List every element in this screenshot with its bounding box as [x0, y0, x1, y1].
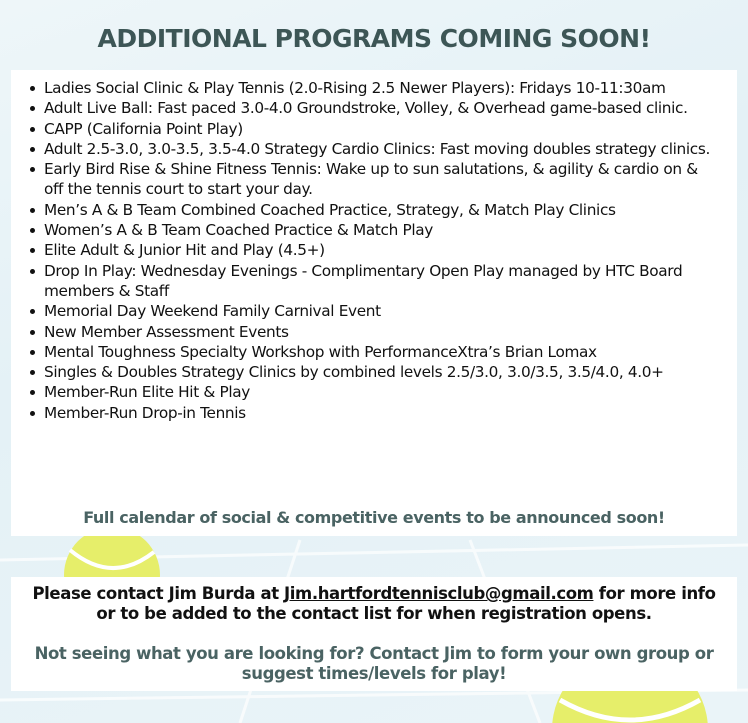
contact-suffix: for more info or to be added to the contact list for when registration opens. [96, 584, 716, 623]
programs-card [11, 70, 737, 536]
list-item: Adult Live Ball: Fast paced 3.0-4.0 Groundstroke, Volley, & Overhead game-based clinic. [44, 98, 721, 118]
contact-email-link[interactable]: Jim.hartfordtennisclub@gmail.com [284, 584, 594, 603]
list-item: CAPP (California Point Play) [44, 119, 721, 139]
contact-prefix: Please contact Jim Burda at [32, 584, 285, 603]
list-item: Singles & Doubles Strategy Clinics by combined levels 2.5/3.0, 3.0/3.5, 3.5/4.0, 4.0+ [44, 362, 721, 382]
contact-card [11, 577, 737, 691]
list-item: Men’s A & B Team Combined Coached Practice, Strategy, & Match Play Clinics [44, 200, 721, 220]
list-item: Adult 2.5-3.0, 3.0-3.5, 3.5-4.0 Strategy Cardio Clinics: Fast moving doubles strategy clinics. [44, 139, 721, 159]
program-list [11, 70, 737, 423]
list-item: Mental Toughness Specialty Workshop with PerformanceXtra’s Brian Lomax [44, 342, 721, 362]
calendar-note: Full calendar of social & competitive events to be announced soon! [83, 508, 665, 527]
list-item: Elite Adult & Junior Hit and Play (4.5+) [44, 240, 721, 260]
list-item: Early Bird Rise & Shine Fitness Tennis: Wake up to sun salutations, & agility & cardio on & off the tennis court to start your day. [44, 159, 721, 200]
list-item: Member-Run Elite Hit & Play [44, 382, 721, 402]
list-item: Drop In Play: Wednesday Evenings - Complimentary Open Play managed by HTC Board members & Staff [44, 261, 721, 302]
contact-text [11, 577, 737, 624]
page-title: ADDITIONAL PROGRAMS COMING SOON! [97, 24, 651, 53]
list-item: Ladies Social Clinic & Play Tennis (2.0-Rising 2.5 Newer Players): Fridays 10-11:30am [44, 78, 721, 98]
list-item: Member-Run Drop-in Tennis [44, 403, 721, 423]
list-item: New Member Assessment Events [44, 322, 721, 342]
list-item: Women’s A & B Team Coached Practice & Match Play [44, 220, 721, 240]
list-item: Memorial Day Weekend Family Carnival Event [44, 301, 721, 321]
suggest-text: Not seeing what you are looking for? Contact Jim to form your own group or suggest times/levels for play! [34, 644, 714, 683]
